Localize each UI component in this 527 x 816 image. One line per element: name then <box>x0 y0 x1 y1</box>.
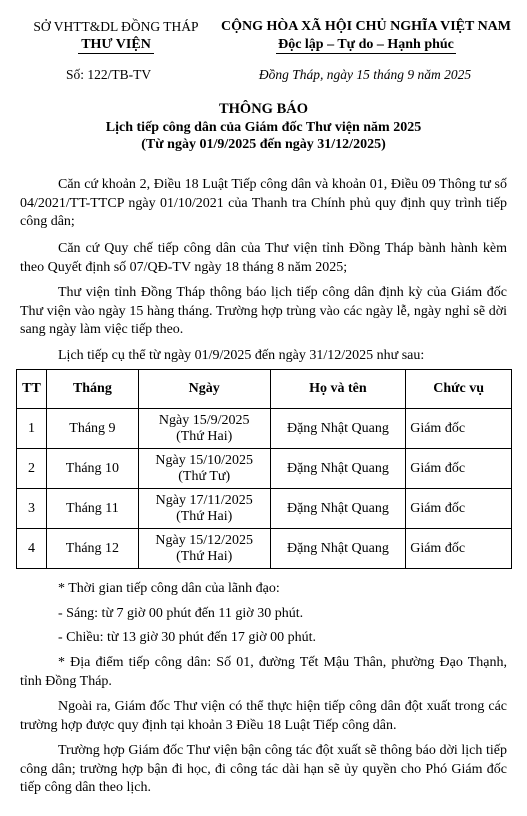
document-title: THÔNG BÁO <box>218 101 309 117</box>
table-row <box>17 449 512 489</box>
cell-month: Tháng 10 <box>46 449 138 489</box>
cell-name: Đặng Nhật Quang <box>270 409 406 449</box>
header-name: Họ và tên <box>270 370 406 409</box>
document-number: Số: 122/TB-TV <box>66 67 152 82</box>
agency-name: SỞ VHTT&DL ĐỒNG THÁP <box>33 19 199 34</box>
cell-day <box>138 409 270 449</box>
schedule-table <box>16 369 512 569</box>
note-location: * Địa điểm tiếp công dân: Số 01, đường Tết Mậu Thân, phường Đạo Thạnh, tỉnh Đồng Tháp. <box>20 655 507 689</box>
cell-weekday: (Thứ Hai) <box>176 548 233 564</box>
organization-name: THƯ VIỆN <box>78 36 154 54</box>
issuing-agency-block <box>16 18 216 54</box>
cell-position: Giám đốc <box>406 489 512 529</box>
document-period: (Từ ngày 01/9/2025 đến ngày 31/12/2025) <box>141 137 386 152</box>
cell-tt: 1 <box>17 409 47 449</box>
cell-weekday: (Thứ Hai) <box>176 428 233 444</box>
cell-tt: 3 <box>17 489 47 529</box>
cell-month: Tháng 11 <box>46 489 138 529</box>
paragraph-extra-reception: Ngoài ra, Giám đốc Thư viện có thể thực hiện tiếp công dân đột xuất trong các trường hợp được quy định tại khoản 3 Điều 18 Luật Tiếp công dân. <box>20 699 507 733</box>
header-tt: TT <box>17 370 47 409</box>
table-row <box>17 529 512 569</box>
cell-day <box>138 449 270 489</box>
national-motto: Độc lập – Tự do – Hạnh phúc <box>278 37 454 52</box>
paragraph-announcement: Thư viện tỉnh Đồng Tháp thông báo lịch tiếp công dân định kỳ của Giám đốc Thư viện vào ngày 15 hàng tháng. Trường hợp trùng vào các ngày lễ, ngày nghỉ sẽ dời sang ngày làm việc tiếp theo. <box>20 285 507 337</box>
national-title: CỘNG HÒA XÃ HỘI CHỦ NGHĨA VIỆT NAM <box>220 19 511 34</box>
header-day: Ngày <box>138 370 270 409</box>
cell-month: Tháng 9 <box>46 409 138 449</box>
cell-position: Giám đốc <box>406 529 512 569</box>
paragraph-reschedule: Trường hợp Giám đốc Thư viện bận công tác đột xuất sẽ thông báo dời lịch tiếp công dân; trường hợp bận đi học, đi công tác dài hạn sẽ ủy quyền cho Phó Giám đốc tiếp công dân theo lịch. <box>20 743 507 795</box>
paragraph-legal-basis-2: Căn cứ Quy chế tiếp công dân của Thư viện tỉnh Đồng Tháp bành hành kèm theo Quyết định số 07/QĐ-TV ngày 18 tháng 8 năm 2025; <box>20 241 507 275</box>
note-time-title: * Thời gian tiếp công dân của lãnh đạo: <box>58 581 280 596</box>
cell-tt: 2 <box>17 449 47 489</box>
table-row <box>17 409 512 449</box>
cell-weekday: (Thứ Tư) <box>178 468 231 484</box>
cell-position: Giám đốc <box>406 449 512 489</box>
cell-date: Ngày 15/12/2025 <box>155 532 253 548</box>
note-morning: - Sáng: từ 7 giờ 00 phút đến 11 giờ 30 phút. <box>58 606 304 621</box>
paragraph-schedule-intro: Lịch tiếp cụ thể từ ngày 01/9/2025 đến ngày 31/12/2025 như sau: <box>58 348 425 363</box>
cell-name: Đặng Nhật Quang <box>270 529 406 569</box>
national-title-block <box>210 18 522 54</box>
document-subtitle: Lịch tiếp công dân của Giám đốc Thư viện năm 2025 <box>105 120 422 135</box>
table-row <box>17 489 512 529</box>
note-afternoon: - Chiều: từ 13 giờ 30 phút đến 17 giờ 00 phút. <box>58 630 317 645</box>
cell-name: Đặng Nhật Quang <box>270 449 406 489</box>
cell-month: Tháng 12 <box>46 529 138 569</box>
cell-name: Đặng Nhật Quang <box>270 489 406 529</box>
cell-day <box>138 529 270 569</box>
header-position: Chức vụ <box>406 370 512 409</box>
cell-day <box>138 489 270 529</box>
cell-position: Giám đốc <box>406 409 512 449</box>
cell-date: Ngày 17/11/2025 <box>155 492 253 508</box>
table-header-row <box>17 370 512 409</box>
cell-date: Ngày 15/10/2025 <box>155 452 253 468</box>
cell-tt: 4 <box>17 529 47 569</box>
paragraph-legal-basis-1: Căn cứ khoản 2, Điều 18 Luật Tiếp công dân và khoản 01, Điều 09 Thông tư số 04/2021/TT-TTCP ngày 01/10/2021 của Thanh tra Chính phủ quy định quy trình tiếp công dân; <box>20 177 507 229</box>
cell-weekday: (Thứ Hai) <box>176 508 233 524</box>
date-line: Đồng Tháp, ngày 15 tháng 9 năm 2025 <box>258 67 472 82</box>
cell-date: Ngày 15/9/2025 <box>158 412 250 428</box>
header-month: Tháng <box>46 370 138 409</box>
